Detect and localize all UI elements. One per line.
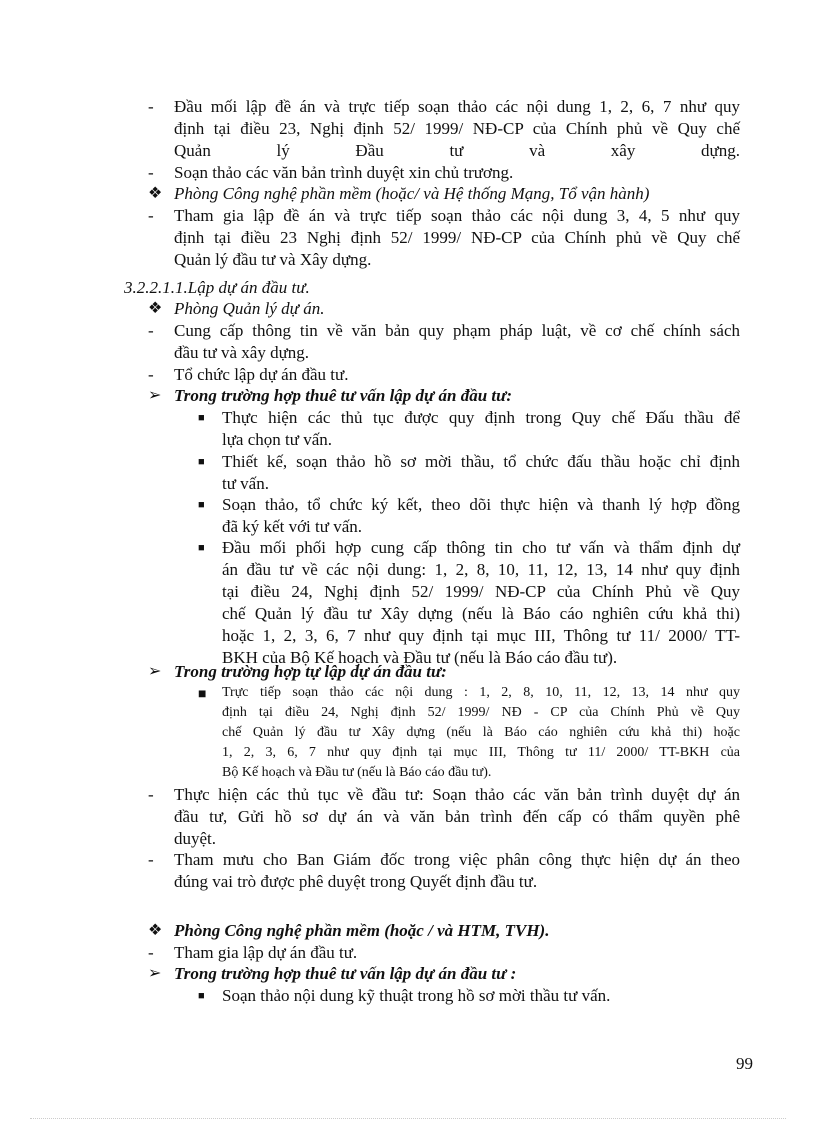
dash-marker: - (148, 163, 154, 182)
dash-marker: - (148, 321, 154, 340)
text-line: án đầu tư về các nội dung: 1, 2, 8, 10, 11, 12, 13, 14 như quy định (222, 560, 740, 579)
arrow-bullet-icon: ➢ (148, 663, 162, 680)
dash-marker: - (148, 206, 154, 225)
dash-marker: - (148, 850, 154, 869)
text-line: định tại điều 23, Nghị định 52/ 1999/ NĐ-CP của Chính phủ về Quy chế (174, 119, 740, 138)
text-line: Trực tiếp soạn thảo các nội dung : 1, 2, 8, 10, 11, 12, 13, 14 như quy (222, 685, 740, 700)
text-line: định tại điều 23 Nghị định 52/ 1999/ NĐ-CP của Chính phủ về Quy chế (174, 228, 740, 247)
text-line: Tham gia lập dự án đầu tư. (174, 943, 358, 962)
diamond-bullet-icon: ❖ (148, 922, 163, 939)
section-heading: 3.2.2.1.1.Lập dự án đầu tư. (124, 278, 310, 297)
text-line: Quản lý đầu tư và Xây dựng. (174, 250, 372, 269)
square-bullet-icon: ■ (198, 990, 205, 1002)
square-bullet-icon: ■ (198, 542, 205, 554)
square-bullet-icon: ■ (198, 499, 205, 511)
arrow-bullet-icon: ➢ (148, 387, 162, 404)
case-heading: Trong trường hợp thuê tư vấn lập dự án đầu tư : (174, 964, 517, 983)
text-line: Tham gia lập đề án và trực tiếp soạn thảo các nội dung 3, 4, 5 như quy (174, 206, 740, 225)
text-line: định tại điều 24, Nghị định 52/ 1999/ NĐ - CP của Chính Phủ về Quy (222, 705, 740, 720)
text-line: Thiết kế, soạn thảo hồ sơ mời thầu, tổ chức đấu thầu hoặc chỉ định (222, 452, 740, 471)
text-line: Soạn thảo, tổ chức ký kết, theo dõi thực hiện và thanh lý hợp đồng (222, 495, 740, 514)
square-bullet-icon: ■ (198, 412, 205, 424)
case-heading: Trong trường hợp tự lập dự án đầu tư: (174, 662, 447, 681)
department-heading: Phòng Công nghệ phần mềm (hoặc/ và Hệ thống Mạng, Tổ vận hành) (174, 184, 650, 203)
text-line: Soạn thảo nội dung kỹ thuật trong hồ sơ mời thầu tư vấn. (222, 986, 611, 1005)
dash-marker: - (148, 943, 154, 962)
case-heading: Trong trường hợp thuê tư vấn lập dự án đầu tư: (174, 386, 512, 405)
text-line: tại điều 24, Nghị định 52/ 1999/ NĐ-CP của Chính Phủ về Quy (222, 582, 740, 601)
text-line: Đầu mối lập đề án và trực tiếp soạn thảo các nội dung 1, 2, 6, 7 như quy (174, 97, 740, 116)
text-line: đầu tư và xây dựng. (174, 343, 310, 362)
text-line: chế Quản lý đầu tư Xây dựng (nếu là Báo cáo nghiên cứu khả thi) (222, 604, 740, 623)
department-heading: Phòng Quản lý dự án. (174, 299, 325, 318)
text-line: Bộ Kế hoạch và Đầu tư (nếu là Báo cáo đầu tư). (222, 765, 492, 780)
arrow-bullet-icon: ➢ (148, 965, 162, 982)
department-heading: Phòng Công nghệ phần mềm (hoặc / và HTM, TVH). (174, 921, 550, 940)
diamond-bullet-icon: ❖ (148, 300, 163, 317)
text-line: Thực hiện các thủ tục về đầu tư: Soạn thảo các văn bản trình duyệt dự án (174, 785, 740, 804)
diamond-bullet-icon: ❖ (148, 185, 163, 202)
text-line: chế Quản lý đầu tư Xây dựng (nếu là Báo cáo nghiên cứu khả thi) hoặc (222, 725, 740, 740)
text-line: Đầu mối phối hợp cung cấp thông tin cho tư vấn và thẩm định dự (222, 538, 740, 557)
text-line: đã ký kết với tư vấn. (222, 517, 363, 536)
text-line: lựa chọn tư vấn. (222, 430, 333, 449)
text-line: hoặc 1, 2, 3, 6, 7 như quy định tại mục III, Thông tư 11/ 2000/ TT- (222, 626, 740, 645)
page-bottom-divider (30, 1118, 786, 1119)
text-line: BKH của Bộ Kế hoạch và Đầu tư (nếu là Báo cáo đầu tư). (222, 648, 618, 667)
text-line: Thực hiện các thủ tục được quy định trong Quy chế Đấu thầu để (222, 408, 740, 427)
text-line: Soạn thảo các văn bản trình duyệt xin chủ trương. (174, 163, 514, 182)
square-bullet-icon: ■ (198, 456, 205, 468)
text-line: đúng vai trò được phê duyệt trong Quyết định đầu tư. (174, 872, 538, 891)
text-line: đầu tư, Gửi hồ sơ dự án và văn bản trình đến cấp có thẩm quyền phê (174, 807, 740, 826)
text-line: Tham mưu cho Ban Giám đốc trong việc phân công thực hiện dự án theo (174, 850, 740, 869)
text-line: 1, 2, 3, 6, 7 như quy định tại mục III, Thông tư 11/ 2000/ TT-BKH của (222, 745, 740, 760)
dash-marker: - (148, 97, 154, 116)
dash-marker: - (148, 785, 154, 804)
text-line: Tổ chức lập dự án đầu tư. (174, 365, 349, 384)
text-line: duyệt. (174, 829, 217, 848)
square-bullet-icon: ■ (198, 687, 207, 702)
text-line: Cung cấp thông tin về văn bản quy phạm pháp luật, về cơ chế chính sách (174, 321, 740, 340)
text-line: tư vấn. (222, 474, 269, 493)
text-line: Quản lý Đầu tư và xây dựng. (174, 141, 740, 160)
dash-marker: - (148, 365, 154, 384)
page-number: 99 (736, 1054, 753, 1073)
